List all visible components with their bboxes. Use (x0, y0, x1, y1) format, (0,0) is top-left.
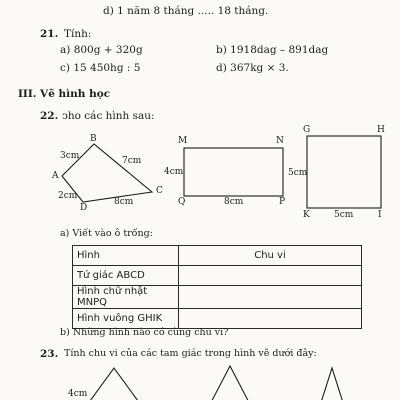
table-row (73, 286, 362, 309)
triangle-2 (206, 366, 254, 400)
table-header-shape: Hình (73, 246, 179, 266)
quad-side-ab: 3cm (60, 151, 80, 161)
square-label-g: G (303, 125, 311, 135)
quad-label-c: C (156, 186, 163, 196)
table-cell-shape: Tứ giác ABCD (73, 266, 179, 286)
table-row (73, 266, 362, 286)
square-side-ki: 5cm (334, 210, 354, 220)
rect-label-q: Q (178, 197, 186, 207)
quad-label-b: B (90, 134, 97, 144)
table-cell-perimeter[interactable] (179, 309, 362, 329)
square-label-i: I (378, 210, 382, 220)
quad-side-bc: 7cm (122, 156, 142, 166)
square-side-hi: 5cm (288, 168, 308, 178)
quad-label-d: D (80, 203, 88, 213)
question-22-title: ↄho các hình sau: (62, 110, 155, 122)
table-cell-perimeter[interactable] (179, 266, 362, 286)
rectangle-mnpq (184, 148, 283, 196)
square-label-k: K (303, 210, 310, 220)
table-header-row (73, 246, 362, 266)
perimeter-table (72, 245, 362, 329)
question-21-number: 21. (40, 28, 59, 40)
q22-part-b: b) Những hình nào có cùng chu vi? (60, 327, 229, 338)
question-21-title: Tính: (64, 28, 92, 40)
q21-item-a: a) 800g + 320g (60, 44, 143, 56)
question-22-number: 22. (40, 110, 59, 122)
q21-item-d: d) 367kg × 3. (216, 62, 289, 74)
rect-side-mq: 4cm (164, 167, 184, 177)
triangle-side-label: 4cm (68, 389, 88, 399)
question-23-number: 23. (40, 348, 59, 360)
table-cell-shape: Hình vuông GHIK (73, 309, 179, 329)
rect-label-p: P (279, 197, 286, 207)
rect-label-m: M (178, 136, 188, 146)
quad-side-ad: 2cm (58, 191, 78, 201)
q21-item-b: b) 1918dag – 891dag (216, 44, 329, 56)
table-cell-shape: Hình chữ nhật MNPQ (73, 286, 179, 309)
rect-label-n: N (276, 136, 284, 146)
square-label-h: H (377, 125, 385, 135)
q21-item-c: c) 15 450hg : 5 (60, 62, 141, 74)
answer-option-d: d) 1 năm 8 tháng ..... 18 tháng. (103, 5, 269, 17)
table-row (73, 309, 362, 329)
triangle-3 (318, 368, 346, 400)
table-cell-perimeter[interactable] (179, 286, 362, 309)
quad-side-dc: 8cm (114, 197, 134, 207)
triangle-1 (82, 368, 146, 400)
section-heading: III. Vẽ hình học (18, 88, 111, 100)
q22-part-a: a) Viết vào ô trống: (60, 228, 153, 239)
table-header-perimeter: Chu vi (179, 246, 362, 266)
rect-side-qp: 8cm (224, 197, 244, 207)
square-ghik (307, 136, 381, 208)
quad-label-a: A (52, 171, 59, 181)
question-23-title: Tính chu vi của các tam giác trong hình vẽ dưới đây: (64, 348, 317, 359)
